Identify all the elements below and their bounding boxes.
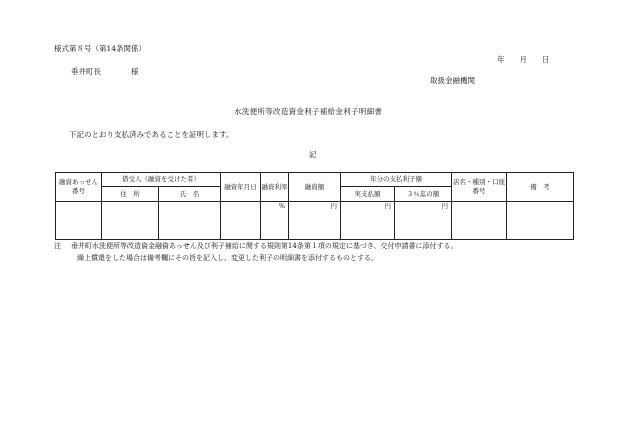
header-loan-amount: 融資額 (289, 173, 341, 202)
header-paid-amount: 実支払額 (341, 187, 395, 202)
cell-bank-account[interactable] (452, 202, 507, 240)
note-line-2: 繰上償還をした場合は備考欄にその旨を記入し、変更した利子の明細書を添付するものとする。 (77, 254, 378, 262)
header-name: 氏 名 (159, 187, 221, 202)
interest-statement-table (55, 172, 574, 240)
institution-label: 取扱金融機関 (430, 76, 475, 85)
addressee: 垂井町長 様 (71, 67, 139, 76)
cell-loan-number[interactable] (56, 202, 102, 240)
header-loan-number: 融資あっせん番号 (56, 173, 102, 202)
cell-loan-date[interactable] (221, 202, 261, 240)
cell-loan-amount[interactable]: 円 (289, 202, 341, 240)
header-address: 住 所 (102, 187, 159, 202)
cell-name[interactable] (159, 202, 221, 240)
intro-statement: 下記のとおり支払済みであることを証明します。 (69, 130, 234, 139)
header-loan-rate: 融資利率 (261, 173, 289, 202)
cell-address[interactable] (102, 202, 159, 240)
cell-paid-amount[interactable]: 円 (341, 202, 395, 240)
cell-remarks[interactable] (507, 202, 574, 240)
cell-loan-rate[interactable]: % (261, 202, 289, 240)
header-loan-date: 融資年月日 (221, 173, 261, 202)
note-line-1: 垂井町水洗便所等改造資金融資あっせん及び利子補給に関する規則第14条第１項の規定に基づき、交付申請書に添付する。 (71, 242, 458, 250)
form-number-label: 様式第８号（第14条関係） (54, 44, 147, 53)
ki-heading: 記 (309, 150, 317, 159)
header-up-to-3pct: ３％迄の額 (395, 187, 452, 202)
document-title: 水洗便所等改造資金利子補給金利子明細書 (234, 107, 383, 116)
cell-up-to-3pct[interactable]: 円 (395, 202, 452, 240)
header-borrower: 借受人（融資を受けた者） (102, 173, 221, 187)
date-line: 年 月 日 (497, 55, 550, 64)
header-remarks: 備 考 (507, 173, 574, 202)
header-bank-account: 店名・種別・口座番号 (452, 173, 507, 202)
header-annual-interest: 年分の支払利子額 (341, 173, 452, 187)
note-label: 注 (54, 242, 61, 250)
